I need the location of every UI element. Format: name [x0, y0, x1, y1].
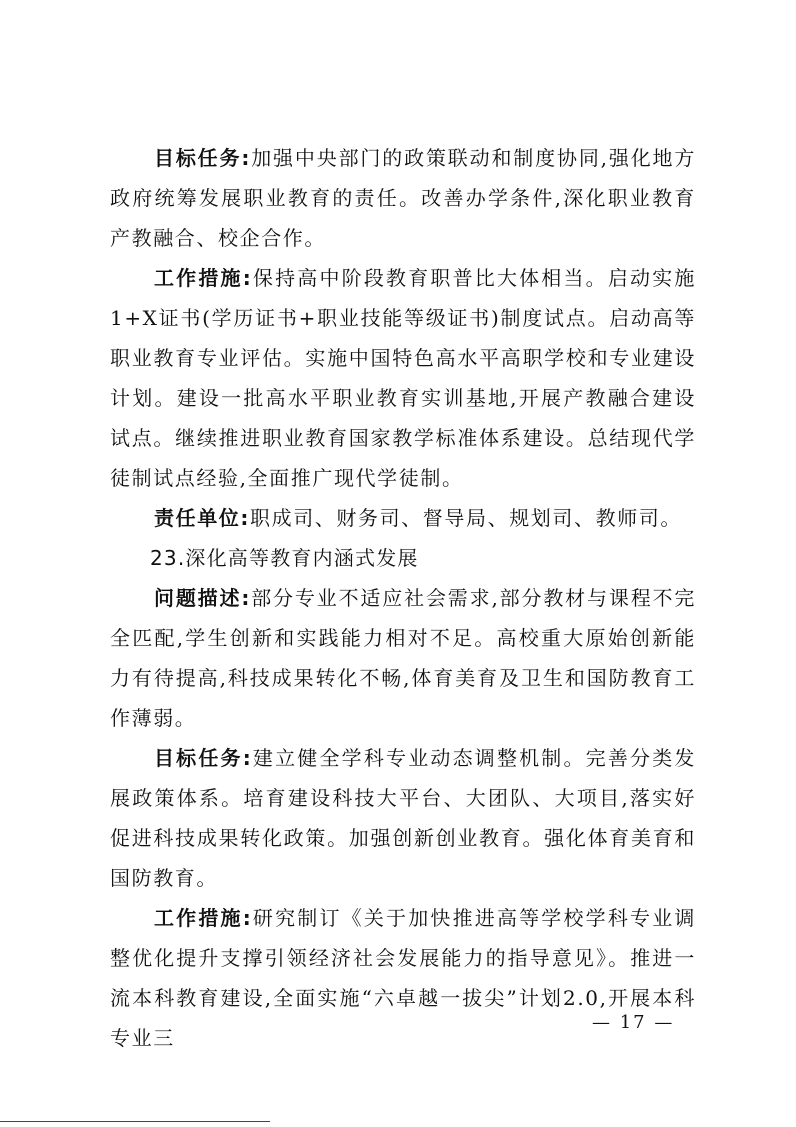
paragraph-problem-description [110, 578, 696, 738]
bottom-rule [0, 1121, 270, 1122]
paragraph-text: 保持高中阶段教育职普比大体相当。启动实施1+X证书(学历证书+职业技能等级证书)制度试点。启动高等职业教育专业评估。实施中国特色高水平高职学校和专业建设计划。建设一批高水平职业教育实训基地,开展产教融合建设试点。继续推进职业教育国家教学标准体系建设。总结现代学徒制试点经验,全面推广现代学徒制。 [110, 266, 697, 490]
section-heading: 23.深化高等教育内涵式发展 [150, 546, 419, 570]
paragraph-work-measures-vocational [110, 258, 696, 498]
page-number: — 17 — [592, 1012, 675, 1033]
paragraph-label: 目标任务: [154, 746, 253, 770]
paragraph-goal-tasks-higher-ed [110, 738, 696, 898]
paragraph-responsible-units [110, 498, 696, 538]
paragraph-label: 责任单位: [154, 506, 250, 530]
paragraph-text: 部分专业不适应社会需求,部分教材与课程不完全匹配,学生创新和实践能力相对不足。高校重大原始创新能力有待提高,科技成果转化不畅,体育美育及卫生和国防教育工作薄弱。 [110, 586, 696, 730]
paragraph-text: 建立健全学科专业动态调整机制。完善分类发展政策体系。培育建设科技大平台、大团队、大项目,落实好促进科技成果转化政策。加强创新创业教育。强化体育美育和国防教育。 [110, 746, 697, 890]
paragraph-label: 目标任务: [154, 146, 251, 170]
paragraph-goal-tasks-vocational [110, 138, 696, 258]
paragraph-text: 职成司、财务司、督导局、规划司、教师司。 [250, 506, 682, 530]
paragraph-work-measures-higher-ed [110, 898, 696, 1058]
paragraph-label: 问题描述: [154, 586, 251, 610]
paragraph-label: 工作措施: [154, 266, 253, 290]
paragraph-text: 研究制订《关于加快推进高等学校学科专业调整优化提升支撑引领经济社会发展能力的指导意见》。推进一流本科教育建设,全面实施“六卓越一拔尖”计划2.0,开展本科专业三 [110, 906, 697, 1050]
paragraph-text: 加强中央部门的政策联动和制度协同,强化地方政府统筹发展职业教育的责任。改善办学条件,深化职业教育产教融合、校企合作。 [110, 146, 696, 250]
paragraph-label: 工作措施: [154, 906, 253, 930]
